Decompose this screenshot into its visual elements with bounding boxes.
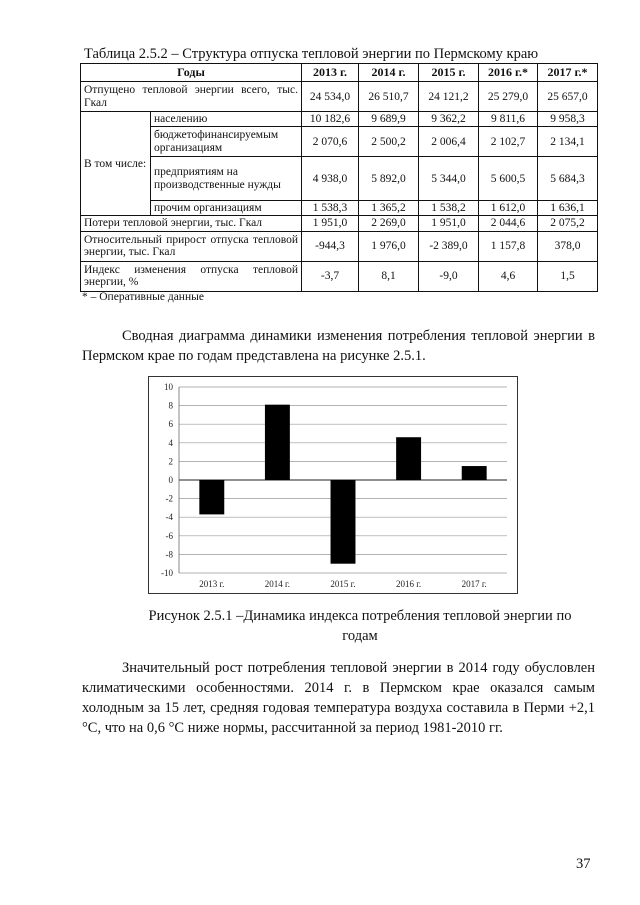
figure-caption: Рисунок 2.5.1 –Динамика индекса потребления тепловой энергии по годам xyxy=(148,608,572,644)
table-footnote: * – Оперативные данные xyxy=(82,291,204,303)
header-cell: 2016 г.* xyxy=(479,64,538,82)
chart-bar xyxy=(199,480,224,514)
table-cell: -9,0 xyxy=(419,261,479,291)
y-tick-label: 6 xyxy=(168,419,173,430)
row-label: предприятиям на производственные нужды xyxy=(151,157,302,201)
table-cell: 1 636,1 xyxy=(538,201,598,216)
table-cell: 5 600,5 xyxy=(479,157,538,201)
y-tick-label: 8 xyxy=(168,400,173,411)
table-cell: 378,0 xyxy=(538,231,598,261)
chart-bar xyxy=(462,466,487,480)
chart-bar xyxy=(396,437,421,480)
heat-index-chart xyxy=(148,376,518,594)
table-cell: 8,1 xyxy=(359,261,419,291)
table-cell: 24 121,2 xyxy=(419,82,479,112)
table-cell: 25 657,0 xyxy=(538,82,598,112)
intro-paragraph: Сводная диаграмма динамики изменения потребления тепловой энергии в Пермском крае по годам представлена на рисунке 2.5.1. xyxy=(82,328,595,364)
header-cell: 2017 г.* xyxy=(538,64,598,82)
table-cell: 2 006,4 xyxy=(419,127,479,157)
x-tick-label: 2013 г. xyxy=(199,579,225,589)
table-cell: 9 689,9 xyxy=(359,112,419,127)
table-cell: 24 534,0 xyxy=(302,82,359,112)
table-cell: 9 811,6 xyxy=(479,112,538,127)
table-cell: 1 976,0 xyxy=(359,231,419,261)
header-cell: 2014 г. xyxy=(359,64,419,82)
row-label: населению xyxy=(151,112,302,127)
table-cell: 4 938,0 xyxy=(302,157,359,201)
y-tick-label: 10 xyxy=(164,382,173,392)
table-row xyxy=(81,112,598,127)
table-cell: 26 510,7 xyxy=(359,82,419,112)
table-cell: 1 538,2 xyxy=(419,201,479,216)
table-cell: 1 951,0 xyxy=(302,216,359,232)
table-cell: 25 279,0 xyxy=(479,82,538,112)
table-cell: -2 389,0 xyxy=(419,231,479,261)
chart-bar xyxy=(265,405,290,480)
page-number: 37 xyxy=(576,856,591,872)
table-cell: 2 044,6 xyxy=(479,216,538,232)
y-tick-label: -8 xyxy=(165,549,173,560)
header-cell: 2015 г. xyxy=(419,64,479,82)
table-cell: 2 102,7 xyxy=(479,127,538,157)
table-row xyxy=(81,82,598,112)
table-cell: 5 892,0 xyxy=(359,157,419,201)
table-cell: 10 182,6 xyxy=(302,112,359,127)
header-cell: Годы xyxy=(81,64,302,82)
table-cell: -3,7 xyxy=(302,261,359,291)
table-cell: 5 684,3 xyxy=(538,157,598,201)
table-row xyxy=(81,216,598,232)
table-cell: 1 365,2 xyxy=(359,201,419,216)
y-tick-label: -10 xyxy=(161,568,173,578)
table-cell: 1 538,3 xyxy=(302,201,359,216)
x-tick-label: 2015 г. xyxy=(330,579,356,589)
table-row xyxy=(81,157,598,201)
heat-release-table xyxy=(80,63,598,292)
table-cell: 2 070,6 xyxy=(302,127,359,157)
table-row xyxy=(81,127,598,157)
table-header-row xyxy=(81,64,598,82)
table-cell: 2 500,2 xyxy=(359,127,419,157)
table-cell: 2 075,2 xyxy=(538,216,598,232)
table-cell: 2 269,0 xyxy=(359,216,419,232)
table-cell: 1 951,0 xyxy=(419,216,479,232)
table-cell: 1,5 xyxy=(538,261,598,291)
table-cell: 1 157,8 xyxy=(479,231,538,261)
x-tick-label: 2014 г. xyxy=(264,579,290,589)
row-label: Индекс изменения отпуска тепловой энергии, % xyxy=(81,261,302,291)
row-label: Потери тепловой энергии, тыс. Гкал xyxy=(81,216,302,232)
chart-svg xyxy=(149,377,517,593)
table-cell: 9 958,3 xyxy=(538,112,598,127)
table-cell: 1 612,0 xyxy=(479,201,538,216)
row-label: Относительный прирост отпуска тепловой энергии, тыс. Гкал xyxy=(81,231,302,261)
table-cell: -944,3 xyxy=(302,231,359,261)
table-caption: Таблица 2.5.2 – Структура отпуска тепловой энергии по Пермскому краю xyxy=(84,46,539,62)
row-label: бюджетофинансируемым организациям xyxy=(151,127,302,157)
table-cell: 2 134,1 xyxy=(538,127,598,157)
y-tick-label: 0 xyxy=(168,475,173,485)
table-row xyxy=(81,261,598,291)
table-row xyxy=(81,201,598,216)
x-tick-label: 2017 г. xyxy=(461,579,487,589)
table-cell: 4,6 xyxy=(479,261,538,291)
x-tick-label: 2016 г. xyxy=(396,579,422,589)
y-tick-label: 2 xyxy=(168,456,173,467)
header-cell: 2013 г. xyxy=(302,64,359,82)
y-tick-label: -2 xyxy=(165,493,173,504)
table-row xyxy=(81,231,598,261)
explanation-paragraph: Значительный рост потребления тепловой энергии в 2014 году обусловлен климатическими особенностями. 2014 г. в Пермском крае оказался самым холодным за 15 лет, средняя годовая температура воздуха составила в Перми +2,1 °С, что на 0,6 °С ниже нормы, рассчитанной за период 1981-2010 гг. xyxy=(82,660,595,736)
chart-bar xyxy=(331,480,356,564)
row-label: Отпущено тепловой энергии всего, тыс. Гкал xyxy=(81,82,302,112)
row-label: прочим организациям xyxy=(151,201,302,216)
y-tick-label: -6 xyxy=(165,530,173,541)
y-tick-label: -4 xyxy=(165,512,173,523)
group-label: В том числе: xyxy=(81,112,151,216)
y-tick-label: 4 xyxy=(168,437,173,448)
table-cell: 5 344,0 xyxy=(419,157,479,201)
table-cell: 9 362,2 xyxy=(419,112,479,127)
